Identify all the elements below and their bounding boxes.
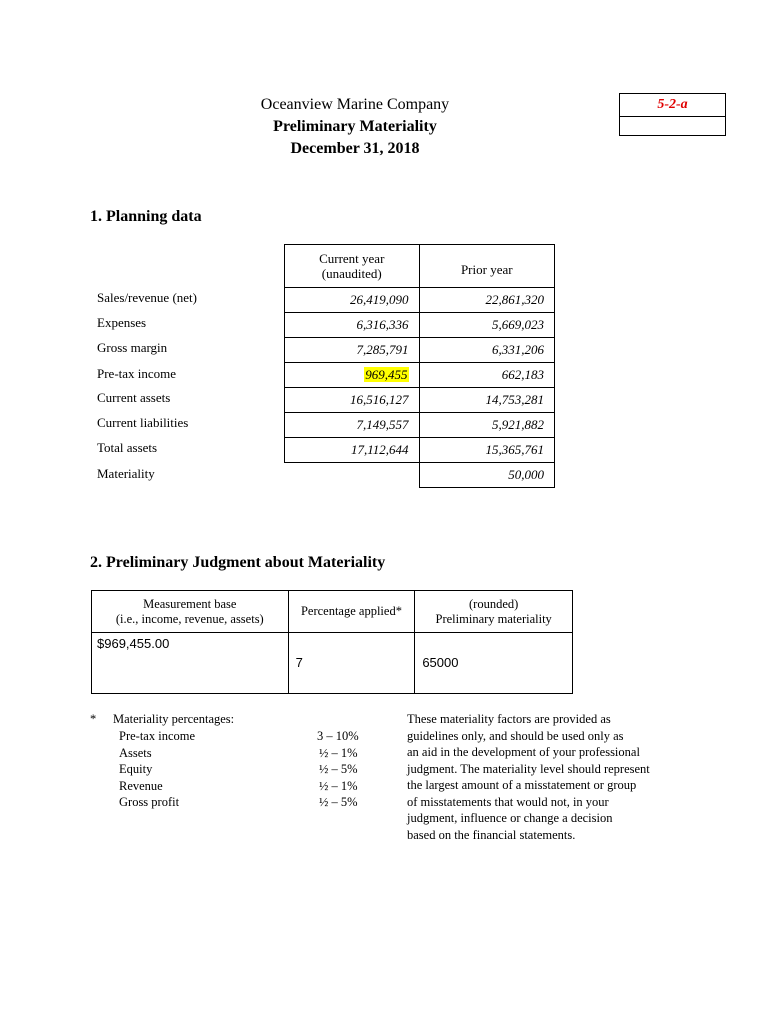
table-row xyxy=(285,413,555,438)
col-header-materiality: (rounded) Preliminary materiality xyxy=(415,591,573,633)
preliminary-materiality-cell xyxy=(415,633,573,694)
preliminary-materiality-value: 65000 xyxy=(422,655,459,670)
cell-current: 16,516,127 xyxy=(285,388,420,413)
judgment-table xyxy=(91,590,573,694)
percentage-label: Pre-tax income xyxy=(119,729,196,743)
percentage-range: 3 – 10% xyxy=(317,729,359,743)
percentage-label: Equity xyxy=(119,762,153,776)
planning-data-table xyxy=(284,244,555,488)
table-row xyxy=(285,363,555,388)
cell-prior: 5,669,023 xyxy=(419,313,555,338)
percentage-label: Revenue xyxy=(119,778,163,793)
table-row xyxy=(285,338,555,363)
cell-prior: 15,365,761 xyxy=(419,438,555,463)
highlight: 969,455 xyxy=(365,367,408,382)
cell-current: 7,149,557 xyxy=(285,413,420,438)
row-label: Expenses xyxy=(97,315,147,330)
col-header-current: Current year (unaudited) xyxy=(285,245,420,288)
cell-prior: 5,921,882 xyxy=(419,413,555,438)
table-row xyxy=(285,463,555,488)
percentage-range: ½ – 1% xyxy=(319,745,358,760)
table-row xyxy=(285,438,555,463)
percentage-cell xyxy=(288,633,415,694)
percentage-value: 7 xyxy=(295,655,303,670)
cell-current: 17,112,644 xyxy=(285,438,420,463)
section-planning-heading: 1. Planning data xyxy=(90,208,202,225)
col-header-base: Measurement base (i.e., income, revenue, assets) xyxy=(92,591,289,633)
row-label: Gross margin xyxy=(97,340,168,355)
row-label: Current liabilities xyxy=(97,415,189,430)
cell-current: 26,419,090 xyxy=(285,288,420,313)
reference-box xyxy=(619,93,726,136)
reference-code: 5-2-a xyxy=(620,94,725,117)
measurement-base-value: $969,455.00 xyxy=(97,636,170,651)
cell-current: 7,285,791 xyxy=(285,338,420,363)
row-label: Current assets xyxy=(97,390,171,405)
percentage-range: ½ – 1% xyxy=(319,778,358,793)
empty-cell xyxy=(285,463,420,488)
materiality-label: Materiality xyxy=(97,466,155,481)
percentage-label: Gross profit xyxy=(119,795,180,809)
company-name: Oceanview Marine Company xyxy=(260,96,450,113)
cell-prior: 14,753,281 xyxy=(419,388,555,413)
cell-prior: 662,183 xyxy=(419,363,555,388)
table-row xyxy=(285,313,555,338)
section-judgment-heading: 2. Preliminary Judgment about Materiality xyxy=(90,554,386,571)
cell-current-highlighted xyxy=(285,363,420,388)
percentage-label: Assets xyxy=(119,745,152,760)
col-header-percentage: Percentage applied* xyxy=(288,591,415,633)
report-date: December 31, 2018 xyxy=(290,140,420,157)
measurement-base-cell xyxy=(92,633,289,694)
cell-current: 6,316,336 xyxy=(285,313,420,338)
cell-prior: 6,331,206 xyxy=(419,338,555,363)
table-row xyxy=(285,388,555,413)
footnote-star: * xyxy=(90,712,97,726)
row-label: Pre-tax income xyxy=(97,366,177,381)
col-header-prior: Prior year xyxy=(419,245,555,288)
cell-prior: 22,861,320 xyxy=(419,288,555,313)
percentages-title: Materiality percentages: xyxy=(113,712,235,726)
row-label: Total assets xyxy=(97,440,158,455)
page-title: Preliminary Materiality xyxy=(273,118,437,135)
table-row xyxy=(285,288,555,313)
row-label: Sales/revenue (net) xyxy=(97,290,197,305)
percentage-range: ½ – 5% xyxy=(319,762,358,776)
percentage-range: ½ – 5% xyxy=(319,795,358,809)
materiality-explanation: These materiality factors are provided as guidelines only, and should be used only as an aid in the development of your professional judgment. The materiality level should represent the largest amount of a misstatement or group of misstatements that would not, in your judgment, influence or change a decision based on the financial statements. xyxy=(407,712,650,842)
cell-materiality: 50,000 xyxy=(419,463,555,488)
